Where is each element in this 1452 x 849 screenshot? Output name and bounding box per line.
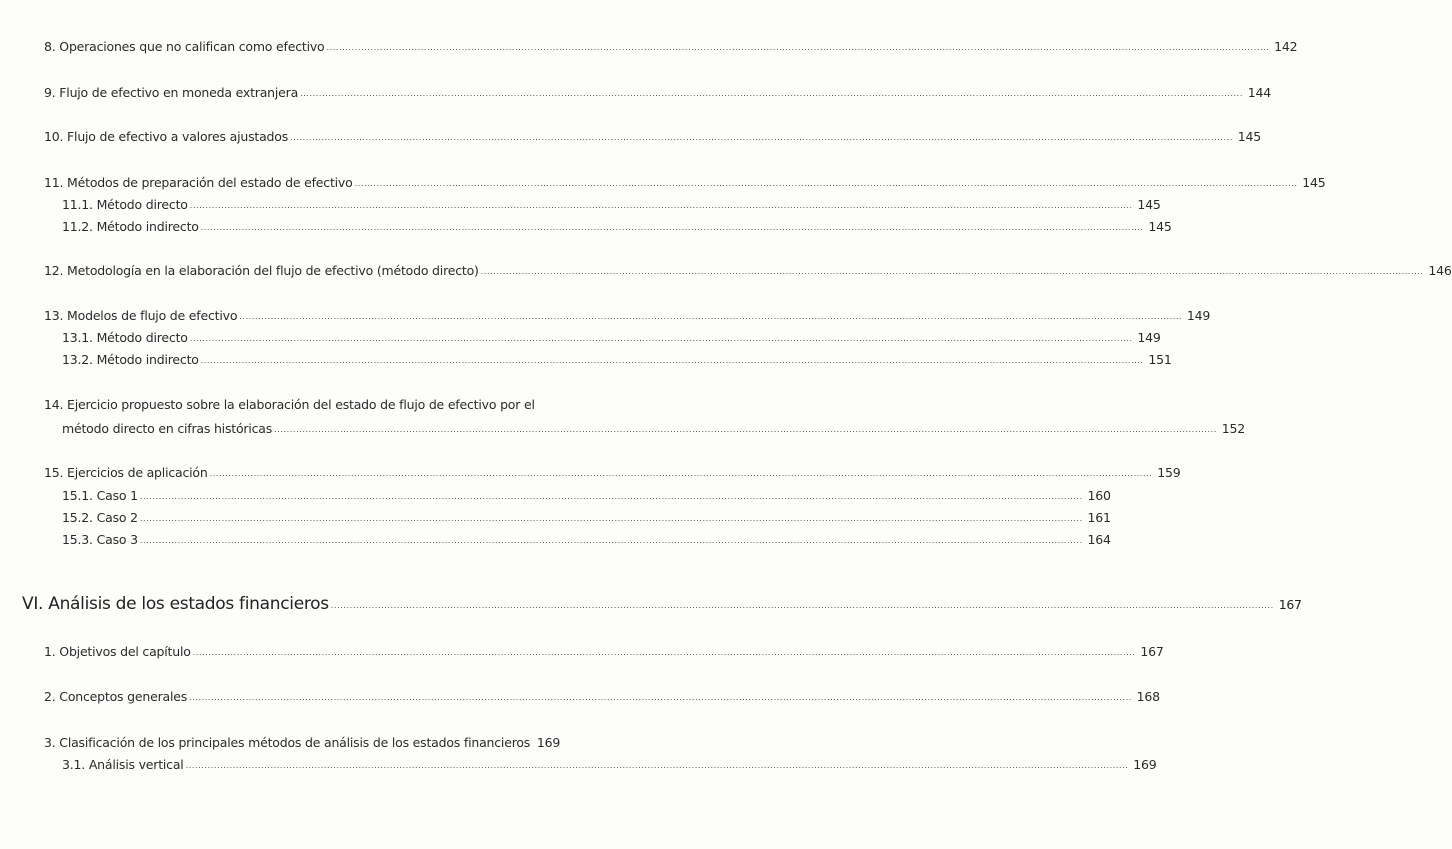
toc-entry-title: método directo en cifras históricas — [62, 421, 273, 436]
toc-entry-vi-3 — [44, 734, 561, 754]
toc-entry-title: 3.1. Análisis vertical — [62, 757, 184, 772]
toc-entry-page: 149 — [1186, 308, 1211, 323]
toc-entry-title: 11. Métodos de preparación del estado de efectivo — [44, 175, 353, 190]
dot-leader: ............................................................................................................................................................................................................................................................................................................ — [189, 693, 1132, 702]
toc-entry-vi-1 — [44, 643, 1164, 663]
toc-entry-page: 160 — [1087, 488, 1111, 503]
toc-entry-15-1 — [62, 487, 1111, 507]
toc-entry-page: 167 — [1140, 644, 1164, 659]
toc-entry-page: 161 — [1087, 510, 1111, 525]
toc-entry-title: 3. Clasificación de los principales métodos de análisis de los estados financieros — [44, 735, 531, 750]
toc-entry-page: 145 — [1148, 219, 1172, 234]
toc-entry-title: 13.1. Método directo — [62, 330, 188, 345]
toc-entry-title: 2. Conceptos generales — [44, 689, 188, 704]
toc-entry-page: 168 — [1136, 689, 1160, 704]
toc-entry-title: 1. Objetivos del capítulo — [44, 644, 191, 659]
toc-entry-title: 15.1. Caso 1 — [62, 488, 138, 503]
toc-entry-15-2 — [62, 509, 1111, 529]
toc-entry-14 — [62, 420, 1245, 440]
toc-entry-page: 164 — [1087, 532, 1111, 547]
toc-entry-page: 159 — [1157, 465, 1181, 480]
toc-entry-title: 13. Modelos de flujo de efectivo — [44, 308, 238, 323]
dot-leader: ............................................................................................................................................................................................................................................................................................................ — [480, 267, 1424, 276]
toc-entry-11-1 — [62, 196, 1161, 216]
toc-entry-vi-2 — [44, 688, 1160, 708]
dot-leader: ............................................................................................................................................................................................................................................................................................................ — [200, 223, 1144, 232]
dot-leader: ............................................................................................................................................................................................................................................................................................................ — [300, 89, 1243, 98]
chapter-heading — [22, 594, 1302, 616]
toc-entry-page: 145 — [1302, 175, 1326, 190]
toc-entry-title: 8. Operaciones que no califican como efectivo — [44, 39, 325, 54]
toc-entry-page: 151 — [1148, 352, 1172, 367]
toc-entry-8 — [44, 38, 1298, 58]
dot-leader: ............................................................................................................................................................................................................................................................................................................ — [209, 469, 1153, 478]
toc-entry-title: 11.2. Método indirecto — [62, 219, 199, 234]
dot-leader: ............................................................................................................................................................................................................................................................................................................ — [200, 356, 1144, 365]
toc-entry-title: 12. Metodología en la elaboración del flujo de efectivo (método directo) — [44, 263, 479, 278]
toc-entry-title: 15. Ejercicios de aplicación — [44, 465, 208, 480]
dot-leader: ............................................................................................................................................................................................................................................................................................................ — [139, 536, 1083, 545]
toc-entry-12 — [44, 262, 1452, 282]
toc-entry-title: 10. Flujo de efectivo a valores ajustados — [44, 129, 289, 144]
toc-entry-page: 146 — [1428, 263, 1452, 278]
toc-entry-13-1 — [62, 329, 1161, 349]
toc-entry-page: 152 — [1221, 421, 1245, 436]
toc-entry-15-3 — [62, 531, 1111, 551]
toc-entry-page: 145 — [1137, 197, 1161, 212]
dot-leader: ............................................................................................................................................................................................................................................................................................................ — [326, 43, 1270, 52]
toc-entry-15 — [44, 464, 1181, 484]
toc-entry-9 — [44, 84, 1271, 104]
toc-entry-page: 169 — [536, 735, 561, 750]
toc-entry-page: 144 — [1247, 85, 1271, 100]
toc-entry-title: 11.1. Método directo — [62, 197, 188, 212]
dot-leader: ............................................................................................................................................................................................................................................................................................................ — [189, 201, 1133, 210]
toc-entry-11 — [44, 174, 1326, 194]
toc-entry-page: 149 — [1137, 330, 1161, 345]
toc-entry-title: 9. Flujo de efectivo en moneda extranjera — [44, 85, 299, 100]
dot-leader: ............................................................................................................................................................................................................................................................................................................ — [192, 648, 1136, 657]
toc-entry-page: 169 — [1133, 757, 1157, 772]
dot-leader: ............................................................................................................................................................................................................................................................................................................ — [290, 133, 1233, 142]
toc-entry-page: 142 — [1274, 39, 1298, 54]
dot-leader: ............................................................................................................................................................................................................................................................................................................ — [185, 761, 1129, 770]
chapter-page: 167 — [1278, 597, 1302, 612]
dot-leader: ............................................................................................................................................................................................................................................................................................................ — [189, 334, 1133, 343]
toc-entry-page: 145 — [1237, 129, 1261, 144]
dot-leader: ............................................................................................................................................................................................................................................................................................................ — [139, 492, 1083, 501]
toc-entry-title: 15.3. Caso 3 — [62, 532, 138, 547]
dot-leader: ............................................................................................................................................................................................................................................................................................................ — [139, 514, 1083, 523]
toc-entry-14-line1: 14. Ejercicio propuesto sobre la elaboración del estado de flujo de efectivo por el — [44, 397, 535, 412]
toc-entry-title: 15.2. Caso 2 — [62, 510, 138, 525]
toc-entry-vi-3-1 — [62, 756, 1157, 776]
dot-leader: ............................................................................................................................................................................................................................................................................................................ — [354, 179, 1298, 188]
chapter-title: VI. Análisis de los estados financieros — [22, 594, 329, 614]
toc-entry-11-2 — [62, 218, 1172, 238]
dot-leader: ............................................................................................................................................................................................................................................................................................................ — [239, 312, 1183, 321]
dot-leader: ............................................................................................................................................................................................................................................................................................................ — [274, 425, 1217, 434]
toc-entry-13 — [44, 307, 1211, 327]
dot-leader: ............................................................................................................................................................................................................................................................................................................ — [330, 601, 1274, 610]
toc-entry-13-2 — [62, 351, 1172, 371]
toc-entry-title: 13.2. Método indirecto — [62, 352, 199, 367]
toc-entry-10 — [44, 128, 1261, 148]
